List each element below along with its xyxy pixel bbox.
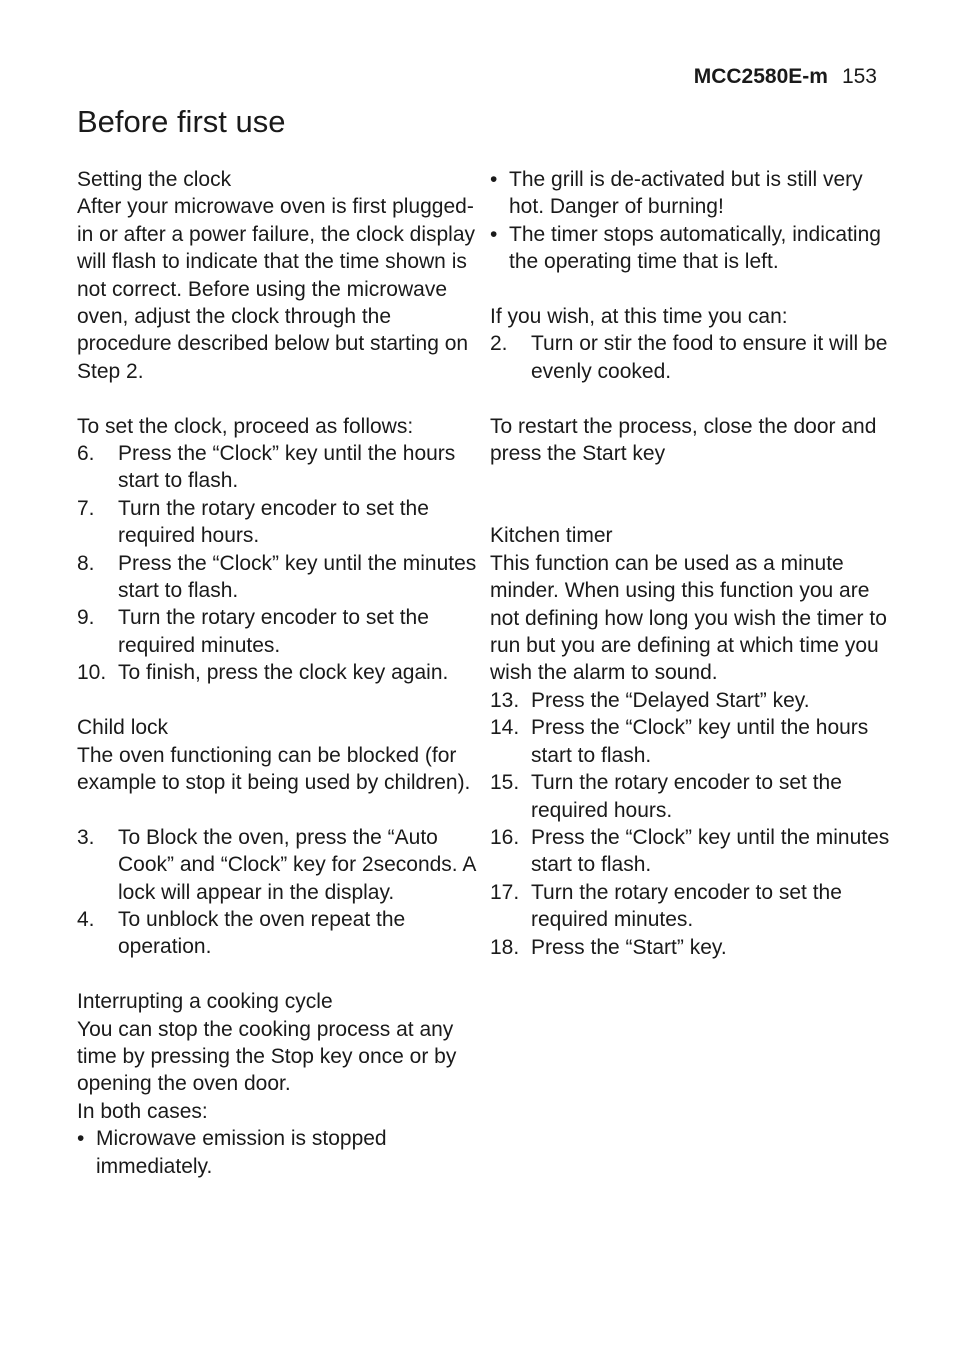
page-header xyxy=(694,64,877,90)
list-item xyxy=(490,221,890,276)
step-text: Turn the rotary encoder to set the required minutes. xyxy=(531,880,842,932)
bullet-text: Microwave emission is stopped immediately. xyxy=(96,1127,387,1178)
step-number: 10. xyxy=(77,661,107,685)
step-number: 2. xyxy=(490,332,508,356)
page-number: 153 xyxy=(841,65,877,88)
step-number: 14. xyxy=(490,716,520,740)
step-number: 16. xyxy=(490,825,520,849)
step-number: 3. xyxy=(77,825,95,849)
step-number: 9. xyxy=(77,606,95,630)
step-text: Turn or stir the food to ensure it will be evenly cooked. xyxy=(531,332,888,383)
step-number: 15. xyxy=(490,771,520,795)
step-number: 4. xyxy=(77,907,95,931)
list-item xyxy=(490,934,890,961)
page-title: Before first use xyxy=(77,104,286,139)
step-text: Press the “Start” key. xyxy=(531,935,727,959)
section-heading-interrupt: Interrupting a cooking cycle xyxy=(77,990,333,1014)
step-number: 6. xyxy=(77,442,95,466)
step-number: 7. xyxy=(77,496,95,520)
list-item xyxy=(490,769,890,824)
list-item xyxy=(77,495,477,550)
step-text: To Block the oven, press the “Auto Cook” and “Clock” key for 2seconds. A lock will appear in the display. xyxy=(118,825,476,904)
step-text: To finish, press the clock key again. xyxy=(118,661,449,685)
bullet-text: The grill is de-activated but is still very hot. Danger of burning! xyxy=(509,168,863,219)
list-item xyxy=(77,906,477,961)
bullet-icon: • xyxy=(490,222,498,246)
bullet-icon: • xyxy=(77,1127,85,1151)
list-item xyxy=(77,824,477,906)
section-heading-kitchen-timer: Kitchen timer xyxy=(490,524,613,548)
step-text: Press the “Clock” key until the hours start to flash. xyxy=(531,716,869,767)
step-text: Press the “Delayed Start” key. xyxy=(531,688,810,712)
interrupt-cases: In both cases: xyxy=(77,1099,208,1123)
child-lock-intro: The oven functioning can be blocked (for example to stop it being used by children). xyxy=(77,743,471,794)
step-text: Press the “Clock” key until the hours start to flash. xyxy=(118,442,456,493)
list-item xyxy=(490,879,890,934)
interrupt-intro: You can stop the cooking process at any time by pressing the Stop key once or by opening the oven door. xyxy=(77,1017,457,1096)
right-column xyxy=(490,166,890,961)
list-item xyxy=(77,440,477,495)
child-lock-steps xyxy=(77,824,477,961)
section-heading-child-lock: Child lock xyxy=(77,716,169,740)
list-item xyxy=(490,687,890,714)
left-column xyxy=(77,166,477,1180)
step-text: Turn the rotary encoder to set the required minutes. xyxy=(118,606,429,657)
kitchen-timer-intro: This function can be used as a minute minder. When using this function you are not defining how long you wish the timer to run but you are defining at which time you wish the alarm to sound. xyxy=(490,551,887,685)
step-text: Press the “Clock” key until the minutes start to flash. xyxy=(118,551,477,603)
clock-intro: After your microwave oven is first plugged-in or after a power failure, the clock display will flash to indicate that the time shown is not correct. Before using the microwave oven, adjust the clock through the procedure described below but starting on Step 2. xyxy=(77,195,476,383)
bullet-text: The timer stops automatically, indicating the operating time that is left. xyxy=(509,222,881,274)
kitchen-timer-steps xyxy=(490,687,890,961)
clock-steps xyxy=(77,440,477,687)
step-number: 17. xyxy=(490,880,520,904)
step-text: To unblock the oven repeat the operation. xyxy=(118,907,406,959)
step-number: 13. xyxy=(490,688,520,712)
restart-text: To restart the process, close the door and press the Start key xyxy=(490,414,877,466)
list-item xyxy=(77,550,477,605)
wish-lead: If you wish, at this time you can: xyxy=(490,305,788,329)
step-number: 8. xyxy=(77,551,95,575)
list-item xyxy=(490,714,890,769)
model-number: MCC2580E-m xyxy=(693,65,828,88)
step-text: Turn the rotary encoder to set the required hours. xyxy=(118,496,429,548)
bullet-icon: • xyxy=(490,168,498,191)
list-item xyxy=(490,166,890,221)
list-item xyxy=(77,604,477,659)
step-number: 18. xyxy=(490,935,520,959)
section-heading-clock: Setting the clock xyxy=(77,168,232,191)
list-item xyxy=(77,1125,477,1180)
list-item xyxy=(77,659,477,686)
step-text: Turn the rotary encoder to set the required hours. xyxy=(531,771,842,822)
clock-lead: To set the clock, proceed as follows: xyxy=(77,414,414,438)
step-text: Press the “Clock” key until the minutes start to flash. xyxy=(531,825,890,877)
list-item xyxy=(490,824,890,879)
list-item xyxy=(490,330,890,385)
